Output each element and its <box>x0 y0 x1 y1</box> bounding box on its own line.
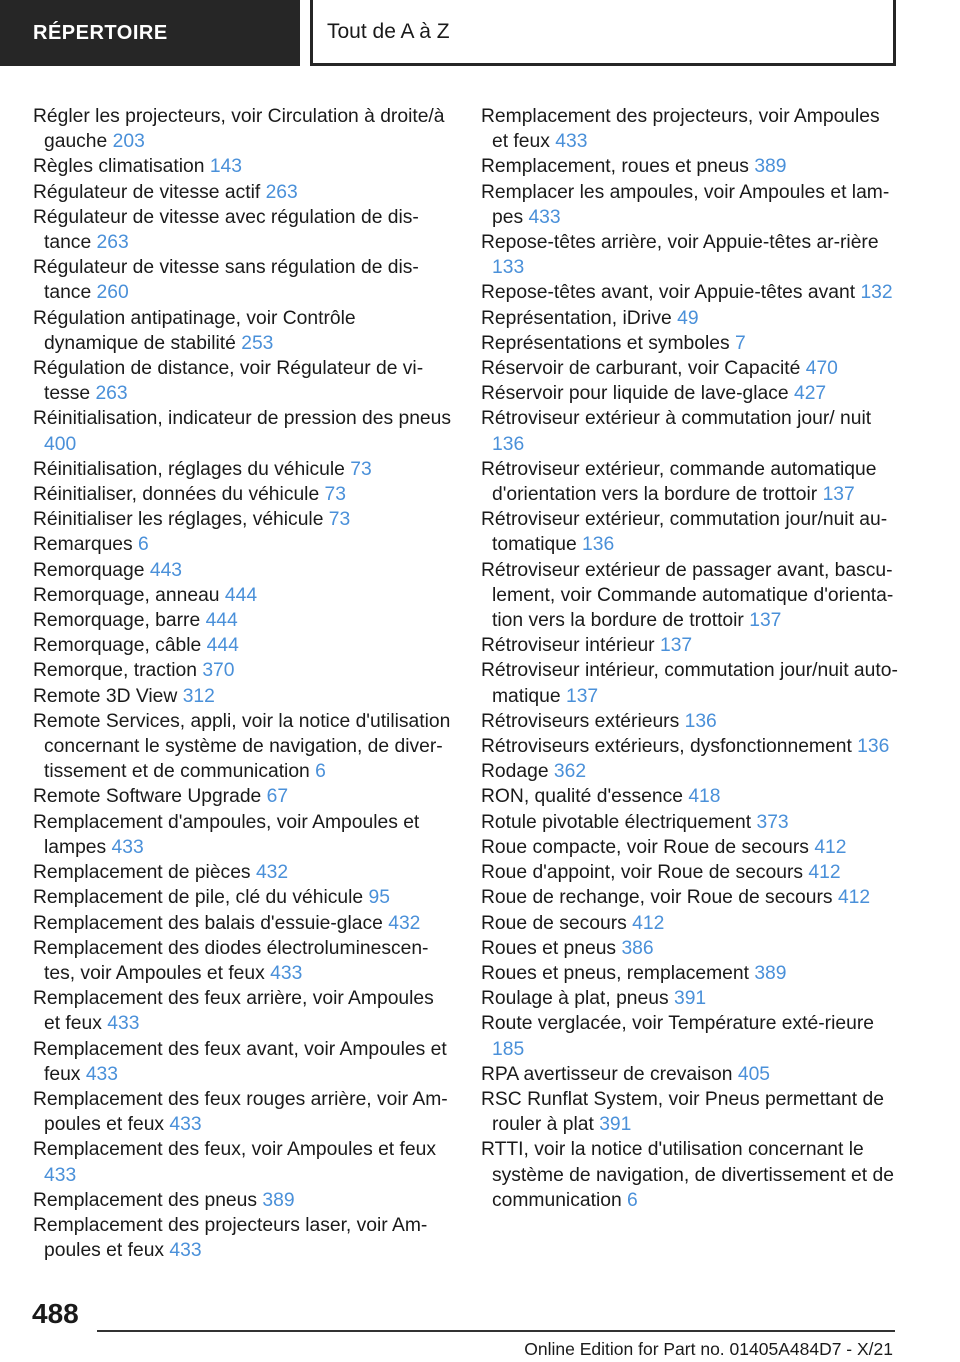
page-link[interactable]: 136 <box>857 736 890 758</box>
index-entry-text: RSC Runflat System, voir Pneus permettant de rouler à plat <box>481 1088 884 1136</box>
index-entry-text: Régulation de distance, voir Régulateur de vi-tesse <box>33 358 424 405</box>
page-link[interactable]: 412 <box>837 887 871 909</box>
index-entry-text: Remplacement des feux avant, voir Ampoules et feux <box>33 1038 447 1085</box>
index-entry <box>33 558 453 583</box>
index-entry-text: Remote 3D View <box>33 685 178 707</box>
index-entry-text: Remorque, traction <box>33 660 197 682</box>
index-entry <box>481 104 901 154</box>
index-entry <box>33 457 453 482</box>
index-entry-text: Repose-têtes avant, voir Appuie-têtes avant <box>481 282 856 304</box>
page-link[interactable]: 136 <box>684 710 717 732</box>
index-entry-text: Rétroviseur extérieur à commutation jour/ nuit <box>481 408 872 430</box>
index-entry-text: Remplacement des pneus <box>33 1189 258 1211</box>
index-entry <box>481 633 901 658</box>
page-link[interactable]: 312 <box>182 685 215 707</box>
page-link[interactable]: 389 <box>754 962 787 984</box>
index-entry-text: Remorquage, barre <box>33 610 201 632</box>
index-entry-text: Remplacement des diodes électroluminescen-tes, voir Ampoules et feux <box>33 937 429 984</box>
page-link[interactable]: 263 <box>265 181 298 203</box>
page-link[interactable]: 49 <box>677 307 699 329</box>
page-link[interactable]: 433 <box>528 206 561 228</box>
index-entry-text: Rétroviseur extérieur, commutation jour/nuit au-tomatique <box>481 509 888 556</box>
page-link[interactable]: 260 <box>96 282 129 304</box>
index-entry-text: Représentations et symboles <box>481 332 730 354</box>
index-entry <box>481 936 901 961</box>
index-entry-text: RPA avertisseur de crevaison <box>481 1063 733 1085</box>
page-link[interactable]: 432 <box>388 912 421 934</box>
page-link[interactable]: 253 <box>241 332 274 354</box>
index-entry-text: Réservoir pour liquide de lave-glace <box>481 383 789 405</box>
index-entry <box>33 986 453 1036</box>
index-entry <box>33 104 453 154</box>
index-entry <box>33 532 453 557</box>
page-link[interactable]: 418 <box>688 786 721 808</box>
index-entry <box>33 633 453 658</box>
index-entry <box>481 331 901 356</box>
index-entry-text: Rétroviseurs extérieurs <box>481 710 680 732</box>
index-entry-text: Représentation, iDrive <box>481 307 672 329</box>
index-entry <box>33 1188 453 1213</box>
index-entry-text: Roues et pneus, remplacement <box>481 962 749 984</box>
page-link[interactable]: 6 <box>138 534 149 556</box>
index-entry <box>481 911 901 936</box>
page-link[interactable]: 433 <box>270 962 303 984</box>
index-entry <box>481 658 901 708</box>
index-entry-text: Remplacement des feux rouges arrière, voir Am-poules et feux <box>33 1088 448 1136</box>
page-link[interactable]: 433 <box>169 1240 202 1262</box>
page-link[interactable]: 433 <box>111 836 144 858</box>
index-entry-text: Remote Software Upgrade <box>33 786 262 808</box>
index-entry <box>481 457 901 507</box>
edition-note: Online Edition for Part no. 01405A484D7 - X/21 <box>524 1339 893 1359</box>
index-entry-text: Remplacement des feux arrière, voir Ampoules et feux <box>33 988 434 1035</box>
index-entry-text: Remplacement des feux, voir Ampoules et feux <box>33 1139 436 1161</box>
page-link[interactable]: 362 <box>553 761 587 783</box>
page-link[interactable]: 6 <box>315 761 326 783</box>
index-entry <box>33 810 453 860</box>
index-entry <box>481 507 901 557</box>
index-entry <box>481 1011 901 1061</box>
index-entry <box>481 810 901 835</box>
page-link[interactable]: 405 <box>737 1063 771 1085</box>
footer-divider <box>97 1330 895 1332</box>
index-entry <box>33 911 453 936</box>
page-link[interactable]: 95 <box>368 887 390 909</box>
page-link[interactable]: 132 <box>860 282 893 304</box>
page-link[interactable]: 373 <box>756 811 789 833</box>
page-link[interactable]: 73 <box>350 458 372 480</box>
index-entry-text: RTTI, voir la notice d'utilisation concernant le système de navigation, de divertissement et de communication <box>481 1139 894 1211</box>
page-link[interactable]: 444 <box>206 635 239 657</box>
index-entry-text: Roue de rechange, voir Roue de secours <box>481 887 833 909</box>
index-entry-text: Remplacement d'ampoules, voir Ampoules et lampes <box>33 811 420 858</box>
page-link[interactable]: 67 <box>266 786 289 808</box>
index-entry <box>33 1087 453 1137</box>
index-entry <box>33 406 453 456</box>
index-entry-text: Roue de secours <box>481 912 627 934</box>
index-entry-text: Réinitialiser les réglages, véhicule <box>33 509 324 531</box>
index-entry <box>33 205 453 255</box>
index-entry <box>481 230 901 280</box>
page-link[interactable]: 433 <box>85 1063 118 1085</box>
index-column-right <box>481 104 901 1213</box>
page-link[interactable]: 412 <box>632 912 665 934</box>
page-header <box>0 0 960 66</box>
index-entry <box>481 1087 901 1137</box>
index-entry <box>33 784 453 809</box>
index-entry-text: Remote Services, appli, voir la notice d'utilisation concernant le système de navigation, de diver-tissement et de communication <box>33 710 451 783</box>
index-entry-text: Régulateur de vitesse sans régulation de dis-tance <box>33 257 419 304</box>
index-entry <box>33 507 453 532</box>
index-entry <box>481 1137 901 1213</box>
index-entry <box>481 759 901 784</box>
index-entry <box>33 709 453 785</box>
index-entry-text: Route verglacée, voir Température exté-rieure <box>481 1013 874 1035</box>
index-entry-text: Rétroviseurs extérieurs, dysfonctionnement <box>481 736 852 758</box>
page-link[interactable]: 412 <box>808 862 841 884</box>
index-entry-text: Régulateur de vitesse actif <box>33 181 261 203</box>
index-entry <box>481 1062 901 1087</box>
page-link[interactable]: 427 <box>793 383 827 405</box>
page-link[interactable]: 6 <box>627 1189 638 1211</box>
index-entry <box>481 885 901 910</box>
page-link[interactable]: 143 <box>209 156 242 178</box>
chapter-title <box>310 0 896 66</box>
page-link[interactable]: 444 <box>205 610 238 632</box>
index-entry-text: Réinitialisation, indicateur de pression des pneus <box>33 408 452 430</box>
index-entry <box>481 986 901 1011</box>
index-entry <box>481 835 901 860</box>
index-entry-text: Régulateur de vitesse avec régulation de dis-tance <box>33 206 419 254</box>
index-entry <box>33 356 453 406</box>
index-entry-text: Roue d'appoint, voir Roue de secours <box>481 862 804 884</box>
index-entry <box>481 406 901 456</box>
page-link[interactable]: 185 <box>492 1038 525 1060</box>
page-link[interactable]: 470 <box>805 358 838 380</box>
page-link[interactable]: 73 <box>328 509 351 531</box>
index-entry <box>481 381 901 406</box>
page-link[interactable]: 263 <box>96 232 129 254</box>
page-link[interactable]: 136 <box>492 433 525 455</box>
page-link[interactable]: 136 <box>582 534 615 556</box>
index-entry <box>481 356 901 381</box>
index-entry <box>33 154 453 179</box>
index-entry <box>33 306 453 356</box>
index-entry <box>481 154 901 179</box>
index-entry <box>481 860 901 885</box>
index-entry-text: Réinitialiser, données du véhicule <box>33 484 320 506</box>
index-entry <box>33 658 453 683</box>
page-link[interactable]: 7 <box>735 332 746 354</box>
index-entry-text: Rotule pivotable électriquement <box>481 811 752 833</box>
index-entry <box>481 280 901 305</box>
index-entry-text: Rétroviseur extérieur de passager avant, bascu-lement, voir Commande automatique d'orienta-tion vers la bordure de trottoir <box>481 559 894 632</box>
index-entry-text: Réservoir de carburant, voir Capacité <box>481 358 801 380</box>
index-entry-text: Remplacer les ampoules, voir Ampoules et lam-pes <box>481 181 890 228</box>
index-column-left <box>33 104 453 1263</box>
index-entry <box>481 961 901 986</box>
index-entry <box>481 306 901 331</box>
index-entry-text: Réinitialisation, réglages du véhicule <box>33 458 345 480</box>
index-entry-text: Remplacement des projecteurs, voir Ampoules et feux <box>481 106 880 153</box>
page-link[interactable]: 443 <box>149 559 183 581</box>
index-entry <box>33 482 453 507</box>
page-link[interactable]: 433 <box>107 1013 140 1035</box>
section-tab-label: RÉPERTOIRE <box>33 21 168 44</box>
index-entry-text: Remorquage, câble <box>33 635 202 657</box>
index-entry <box>481 180 901 230</box>
page-link[interactable]: 370 <box>202 660 235 682</box>
index-entry-text: Rétroviseur intérieur <box>481 635 655 657</box>
page-link[interactable]: 391 <box>599 1114 632 1136</box>
page-link[interactable]: 137 <box>822 484 855 506</box>
index-entry <box>33 885 453 910</box>
index-entry-text: Remplacement, roues et pneus <box>481 156 749 178</box>
index-entry <box>33 936 453 986</box>
index-entry-text: Régler les projecteurs, voir Circulation à droite/à gauche <box>33 106 445 153</box>
index-entry-text: Règles climatisation <box>33 156 205 178</box>
index-entry <box>33 860 453 885</box>
index-entry <box>33 1137 453 1187</box>
index-entry-text: Rétroviseur intérieur, commutation jour/nuit auto-matique <box>481 660 898 707</box>
index-entry-text: Roues et pneus <box>481 937 617 959</box>
index-entry-text: Remorquage <box>33 559 145 581</box>
index-entry <box>481 734 901 759</box>
page-link[interactable]: 389 <box>754 156 787 178</box>
page-link[interactable]: 203 <box>112 131 145 153</box>
page-link[interactable]: 389 <box>262 1189 295 1211</box>
index-entry-text: Rodage <box>481 761 549 783</box>
index-entry <box>481 709 901 734</box>
index-entry <box>33 180 453 205</box>
page-link[interactable]: 412 <box>814 836 847 858</box>
index-entry <box>481 784 901 809</box>
index-entry <box>33 1213 453 1263</box>
page-link[interactable]: 137 <box>749 610 782 632</box>
page-link[interactable]: 133 <box>492 257 525 279</box>
section-tab <box>0 0 300 66</box>
index-entry-text: Remorquage, anneau <box>33 584 220 606</box>
index-entry-text: Roue compacte, voir Roue de secours <box>481 836 809 858</box>
chapter-title-label: Tout de A à Z <box>327 19 450 43</box>
page-link[interactable]: 73 <box>324 484 346 506</box>
index-entry-text: Remplacement des balais d'essuie-glace <box>33 912 383 934</box>
page-link[interactable]: 400 <box>44 433 77 455</box>
index-entry-text: Repose-têtes arrière, voir Appuie-têtes ar-rière <box>481 232 879 254</box>
page-link[interactable]: 433 <box>169 1114 202 1136</box>
page-link[interactable]: 433 <box>44 1164 77 1186</box>
index-entry-text: Remplacement de pile, clé du véhicule <box>33 887 364 909</box>
page-link[interactable]: 263 <box>95 383 128 405</box>
index-entry <box>33 1037 453 1087</box>
index-entry <box>33 608 453 633</box>
page-link[interactable]: 433 <box>555 131 588 153</box>
page-number: 488 <box>32 1298 79 1329</box>
index-entry-text: Remarques <box>33 534 133 556</box>
index-entry-text: RON, qualité d'essence <box>481 786 683 808</box>
page-link[interactable]: 444 <box>224 584 258 606</box>
index-entry <box>481 558 901 634</box>
page-link[interactable]: 137 <box>565 685 599 707</box>
index-entry <box>33 583 453 608</box>
index-entry-text: Roulage à plat, pneus <box>481 988 669 1010</box>
index-entry <box>33 684 453 709</box>
page-link[interactable]: 432 <box>255 862 289 884</box>
index-entry-text: Rétroviseur extérieur, commande automatique d'orientation vers la bordure de trottoir <box>481 458 877 506</box>
page-link[interactable]: 137 <box>659 635 693 657</box>
page-link[interactable]: 386 <box>621 937 654 959</box>
index-entry-text: Remplacement des projecteurs laser, voir Am-poules et feux <box>33 1214 428 1262</box>
index-entry <box>33 255 453 305</box>
page-link[interactable]: 391 <box>673 988 707 1010</box>
index-entry-text: Remplacement de pièces <box>33 862 251 884</box>
index-entry-text: Régulation antipatinage, voir Contrôle dynamique de stabilité <box>33 307 356 354</box>
